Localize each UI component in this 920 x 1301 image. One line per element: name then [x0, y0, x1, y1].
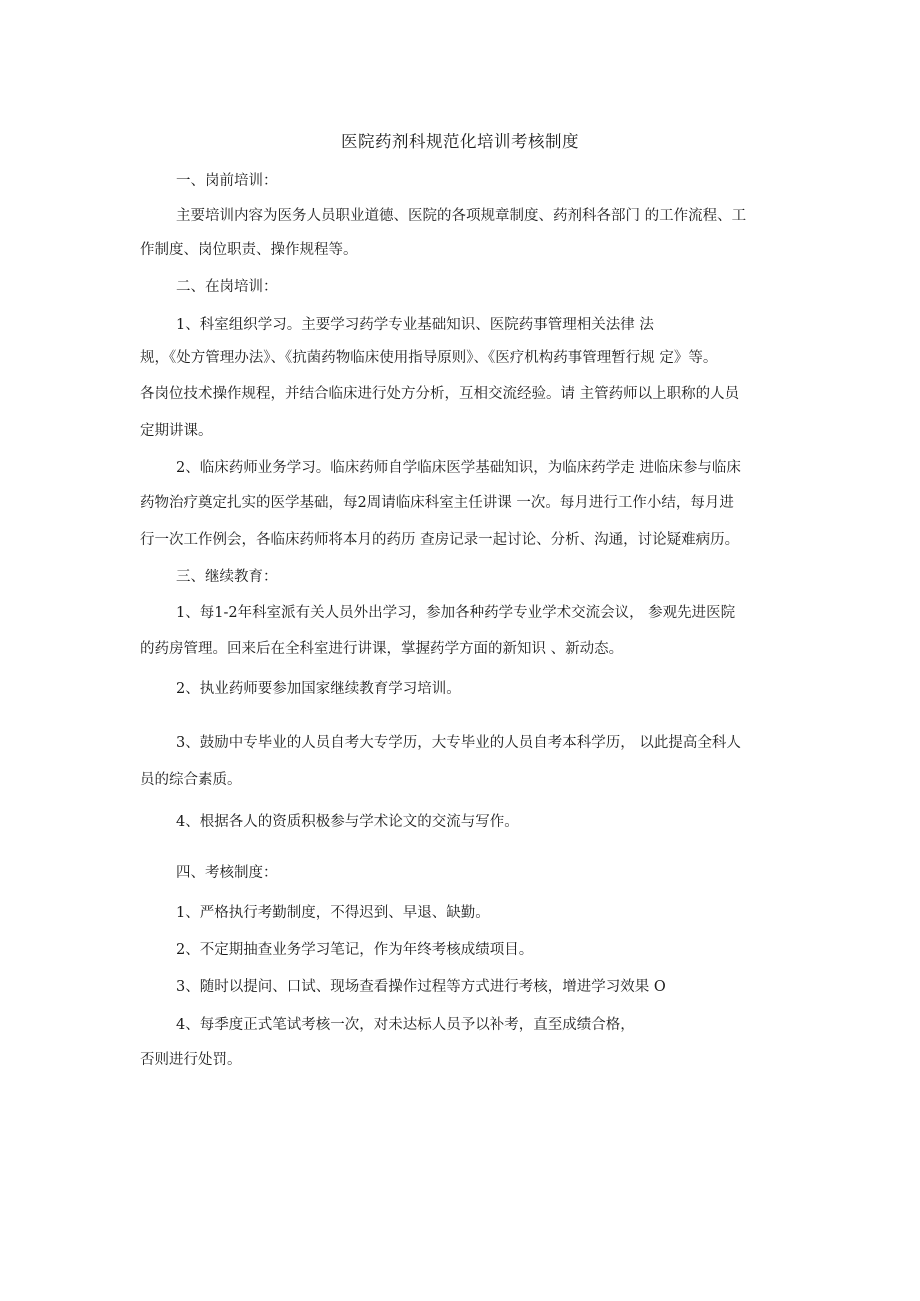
paragraph-line: 2、临床药师业务学习。临床药师自学临床医学基础知识，为临床药学走 进临床参与临床: [176, 460, 741, 476]
paragraph-line: 规，《处方管理办法》、《抗菌药物临床使用指导原则》、《医疗机构药事管理暂行规 定》等。: [140, 350, 718, 366]
section-heading-assessment-system: 四、考核制度：: [176, 865, 278, 881]
document-title: 医院药剂科规范化培训考核制度: [341, 132, 579, 151]
paragraph-line: 2、不定期抽查业务学习笔记，作为年终考核成绩项目。: [176, 942, 534, 958]
paragraph-line: 员的综合素质。: [140, 772, 242, 788]
paragraph-line: 行一次工作例会，各临床药师将本月的药历 查房记录一起讨论、分析、沟通，讨论疑难病历。: [140, 532, 740, 548]
paragraph-line: 各岗位技术操作规程，并结合临床进行处方分析，互相交流经验。请 主管药师以上职称的人员: [140, 386, 740, 402]
paragraph-line: 3、随时以提问、口试、现场查看操作过程等方式进行考核，增进学习效果 O: [176, 979, 666, 995]
paragraph-line: 主要培训内容为医务人员职业道德、医院的各项规章制度、药剂科各部门 的工作流程、工: [176, 208, 747, 224]
paragraph-line: 的药房管理。回来后在全科室进行讲课，掌握药学方面的新知识 、新动态。: [140, 641, 624, 657]
paragraph-line: 否则进行处罚。: [140, 1052, 242, 1068]
paragraph-line: 4、每季度正式笔试考核一次，对未达标人员予以补考，直至成绩合格，: [176, 1017, 635, 1033]
paragraph-line: 药物治疗奠定扎实的医学基础，每2周请临床科室主任讲课 一次。每月进行工作小结，每月进: [140, 495, 734, 511]
section-heading-on-job-training: 二、在岗培训：: [176, 279, 278, 295]
section-heading-continuing-education: 三、继续教育：: [176, 569, 278, 585]
paragraph-line: 定期讲课。: [140, 423, 213, 439]
paragraph-line: 3、鼓励中专毕业的人员自考大专学历，大专毕业的人员自考本科学历， 以此提高全科人: [176, 735, 741, 751]
paragraph-line: 作制度、岗位职责、操作规程等。: [140, 242, 358, 258]
paragraph-line: 1、每1-2年科室派有关人员外出学习，参加各种药学专业学术交流会议， 参观先进医院: [176, 605, 736, 621]
paragraph-line: 2、执业药师要参加国家继续教育学习培训。: [176, 681, 461, 697]
paragraph-line: 1、严格执行考勤制度，不得迟到、早退、缺勤。: [176, 905, 490, 921]
paragraph-line: 1、科室组织学习。主要学习药学专业基础知识、医院药事管理相关法律 法: [176, 317, 654, 333]
paragraph-line: 4、根据各人的资质积极参与学术论文的交流与写作。: [176, 814, 519, 830]
section-heading-pre-job-training: 一、岗前培训：: [176, 173, 278, 189]
